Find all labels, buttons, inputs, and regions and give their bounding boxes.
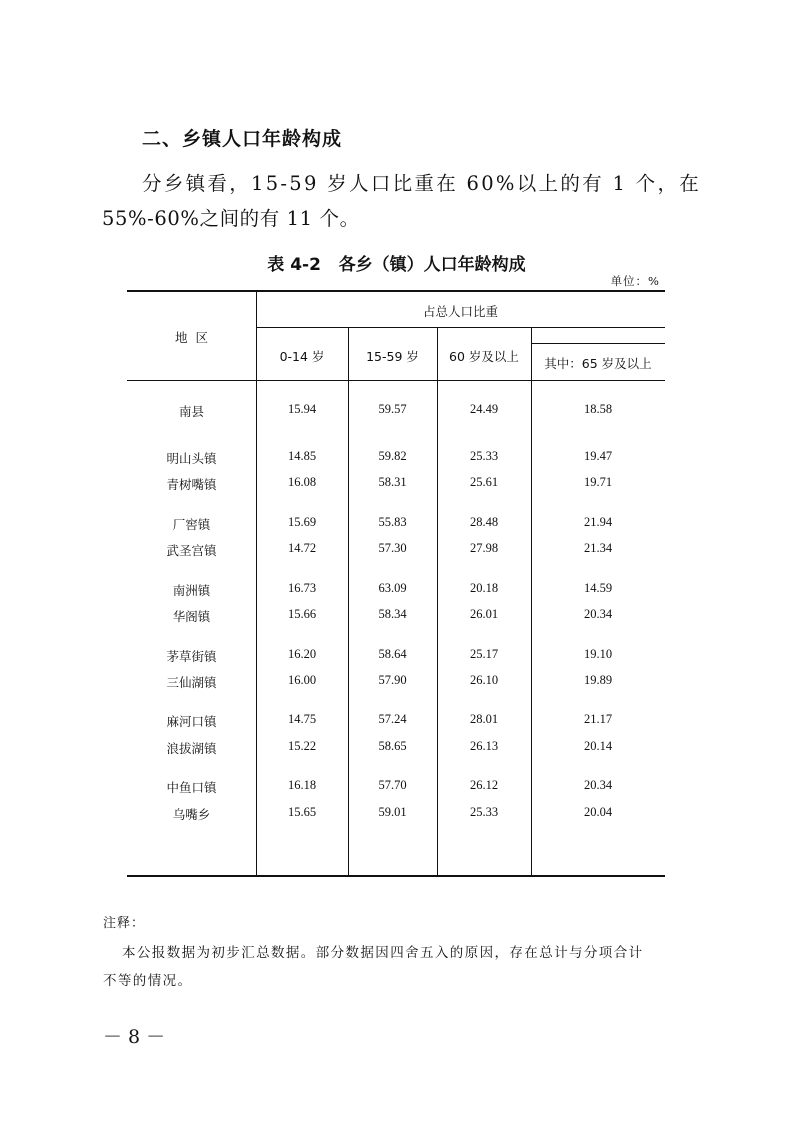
row-value-0-14: 14.85: [287, 449, 317, 463]
row-value-65-plus: 21.94: [583, 515, 613, 529]
row-value-15-59: 59.01: [378, 805, 407, 819]
header-col-15-59: 15-59 岁: [366, 349, 419, 364]
row-region: 乌嘴乡: [172, 807, 211, 822]
section-heading: 二、乡镇人口年龄构成: [142, 128, 343, 150]
row-value-0-14: 16.73: [287, 581, 317, 595]
row-region: 南洲镇: [172, 583, 211, 598]
row-value-60-plus: 25.61: [469, 475, 499, 489]
header-group: 占总人口比重: [422, 304, 498, 319]
row-value-15-59: 58.64: [378, 647, 407, 661]
row-value-15-59: 59.57: [378, 402, 407, 416]
row-region: 浪拔湖镇: [166, 741, 217, 756]
row-value-0-14: 16.18: [287, 778, 317, 792]
row-value-0-14: 15.69: [287, 515, 317, 529]
table-unit: 单位：%: [610, 274, 660, 288]
row-value-0-14: 14.75: [287, 712, 317, 726]
row-region: 华阁镇: [172, 609, 211, 624]
row-value-65-plus: 21.34: [583, 541, 613, 555]
row-value-0-14: 14.72: [287, 541, 317, 555]
header-region: 地 区: [175, 330, 208, 345]
row-value-60-plus: 25.33: [469, 449, 499, 463]
row-value-60-plus: 28.01: [469, 712, 499, 726]
row-value-15-59: 57.30: [378, 541, 407, 555]
row-value-60-plus: 28.48: [469, 515, 499, 529]
row-value-60-plus: 26.01: [469, 607, 499, 621]
header-col-60-plus: 60 岁及以上: [449, 349, 519, 364]
row-value-65-plus: 20.14: [583, 739, 613, 753]
row-value-60-plus: 26.12: [469, 778, 499, 792]
table-bottom-rule: [127, 875, 665, 877]
row-value-65-plus: 20.34: [583, 607, 613, 621]
row-value-60-plus: 24.49: [469, 402, 499, 416]
row-region: 明山头镇: [166, 451, 217, 466]
row-value-65-plus: 20.34: [583, 778, 613, 792]
row-region: 三仙湖镇: [166, 675, 217, 690]
header-bottom-rule: [127, 380, 665, 381]
header-col-0-14: 0-14 岁: [279, 349, 325, 364]
row-value-60-plus: 27.98: [469, 541, 499, 555]
row-value-60-plus: 20.18: [469, 581, 499, 595]
row-region: 青树嘴镇: [166, 477, 217, 492]
row-region: 茅草街镇: [166, 649, 217, 664]
row-value-0-14: 15.94: [287, 402, 317, 416]
row-value-15-59: 57.70: [378, 778, 407, 792]
row-value-65-plus: 19.89: [583, 673, 613, 687]
row-value-65-plus: 14.59: [583, 581, 613, 595]
row-value-0-14: 15.65: [287, 805, 317, 819]
row-value-0-14: 15.66: [287, 607, 317, 621]
row-region: 麻河口镇: [166, 714, 217, 729]
row-value-0-14: 16.20: [287, 647, 317, 661]
row-value-15-59: 59.82: [378, 449, 407, 463]
row-value-0-14: 16.08: [287, 475, 317, 489]
row-value-15-59: 57.90: [378, 673, 407, 687]
row-value-0-14: 16.00: [287, 673, 317, 687]
row-value-60-plus: 25.33: [469, 805, 499, 819]
row-value-60-plus: 25.17: [469, 647, 499, 661]
page-number: － 8 －: [103, 1026, 166, 1048]
row-value-65-plus: 19.71: [583, 475, 613, 489]
row-value-65-plus: 21.17: [583, 712, 613, 726]
row-region: 中鱼口镇: [166, 780, 217, 795]
row-value-0-14: 15.22: [287, 739, 317, 753]
row-value-60-plus: 26.13: [469, 739, 499, 753]
row-value-15-59: 63.09: [378, 581, 407, 595]
header-col-65-plus: 其中：65 岁及以上: [544, 356, 652, 371]
table-title: 表 4-2 各乡（镇）人口年龄构成: [267, 255, 526, 275]
notes-label: 注释：: [103, 916, 146, 931]
row-value-15-59: 58.34: [378, 607, 407, 621]
row-region: 南县: [178, 404, 204, 419]
table-top-rule: [127, 290, 665, 292]
paragraph-line-2: 55%-60%之间的有 11 个。: [102, 207, 360, 230]
notes-line-2: 不等的情况。: [103, 973, 193, 989]
header-sub-rule-last: [531, 343, 665, 344]
row-value-65-plus: 19.47: [583, 449, 613, 463]
paragraph-line-1: 分乡镇看，15-59 岁人口比重在 60%以上的有 1 个，在: [142, 172, 702, 195]
row-region: 厂窖镇: [172, 517, 211, 532]
notes-line-1: 本公报数据为初步汇总数据。部分数据因四舍五入的原因，存在总计与分项合计: [122, 945, 644, 961]
row-value-65-plus: 19.10: [583, 647, 613, 661]
row-value-15-59: 57.24: [378, 712, 407, 726]
row-value-65-plus: 20.04: [583, 805, 613, 819]
row-value-15-59: 55.83: [378, 515, 407, 529]
row-value-15-59: 58.65: [378, 739, 407, 753]
header-group-rule: [256, 327, 665, 328]
row-value-15-59: 58.31: [378, 475, 407, 489]
row-value-60-plus: 26.10: [469, 673, 499, 687]
row-value-65-plus: 18.58: [583, 402, 613, 416]
row-region: 武圣宫镇: [166, 543, 217, 558]
